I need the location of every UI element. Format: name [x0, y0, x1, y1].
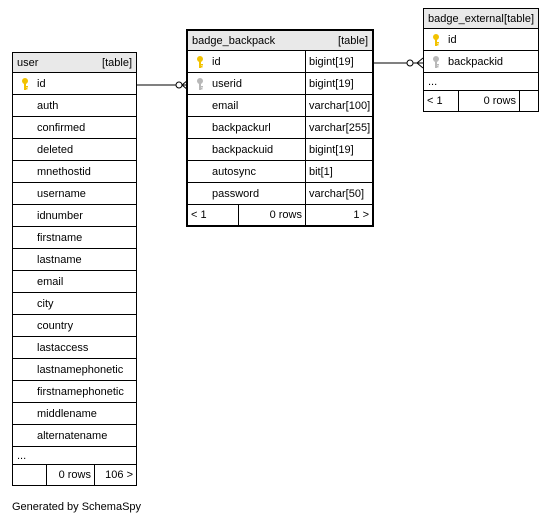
column-name-cell — [13, 183, 136, 204]
column-name-cell — [13, 293, 136, 314]
column-row[interactable] — [424, 29, 538, 51]
row-count: 0 rows — [238, 205, 305, 225]
column-row[interactable] — [13, 161, 136, 183]
column-name: auth — [37, 99, 59, 112]
column-name: email — [212, 99, 239, 112]
column-name-cell — [424, 29, 538, 50]
column-name: middlename — [37, 407, 97, 420]
column-name-cell — [13, 205, 136, 226]
column-row[interactable] — [13, 359, 136, 381]
table-user[interactable] — [12, 52, 137, 486]
column-row[interactable] — [13, 95, 136, 117]
column-name-cell — [13, 425, 136, 446]
table-name: user — [17, 56, 39, 69]
column-name: deleted — [37, 143, 74, 156]
column-row[interactable] — [13, 227, 136, 249]
table-badge-backpack[interactable] — [186, 29, 374, 227]
column-name-cell — [188, 51, 305, 72]
column-name-cell — [13, 359, 136, 380]
column-row[interactable] — [188, 139, 372, 161]
table-tag: [table] — [338, 34, 368, 47]
column-row[interactable] — [424, 51, 538, 73]
column-type: varchar[255] — [305, 117, 372, 138]
relationship-user-backpack — [137, 80, 188, 90]
column-name: backpackuid — [212, 143, 274, 156]
column-name: id — [448, 33, 457, 46]
column-name-cell — [188, 161, 305, 182]
column-name: id — [37, 77, 46, 90]
primary-key-icon — [428, 34, 444, 46]
column-name-cell — [13, 271, 136, 292]
column-name: autosync — [212, 165, 257, 178]
column-row[interactable] — [188, 183, 372, 205]
column-row[interactable] — [13, 205, 136, 227]
foreign-key-icon — [192, 78, 208, 90]
column-name: id — [212, 55, 221, 68]
primary-key-icon — [192, 56, 208, 68]
parents-count[interactable]: < 1 — [191, 209, 207, 221]
more-columns: ... — [13, 447, 136, 465]
column-name-cell — [188, 183, 305, 204]
foreign-key-icon — [428, 56, 444, 68]
table-name: badge_external — [428, 12, 504, 25]
table-footer — [188, 205, 372, 225]
column-row[interactable] — [13, 183, 136, 205]
column-type: bigint[19] — [305, 51, 372, 72]
parents-count[interactable]: < 1 — [427, 95, 443, 107]
column-row[interactable] — [13, 337, 136, 359]
column-name-cell — [13, 403, 136, 424]
column-name-cell — [188, 73, 305, 94]
column-row[interactable] — [13, 381, 136, 403]
column-name-cell — [13, 337, 136, 358]
column-name-cell — [13, 381, 136, 402]
row-count: 0 rows — [46, 465, 94, 485]
table-name: badge_backpack — [192, 34, 276, 47]
column-name-cell — [13, 161, 136, 182]
column-name: backpackid — [448, 55, 504, 68]
column-type: bigint[19] — [305, 139, 372, 160]
column-name-cell — [13, 227, 136, 248]
primary-key-icon — [17, 78, 33, 90]
column-name-cell — [13, 117, 136, 138]
children-count[interactable]: 1 > — [305, 205, 372, 225]
column-type: varchar[100] — [305, 95, 372, 116]
column-name: city — [37, 297, 54, 310]
column-name: country — [37, 319, 74, 332]
column-row[interactable] — [13, 73, 136, 95]
children-count — [519, 91, 538, 111]
column-name: alternatename — [37, 429, 108, 442]
column-name-cell — [13, 249, 136, 270]
column-name-cell — [13, 95, 136, 116]
parents-count — [13, 465, 46, 485]
column-name: firstnamephonetic — [37, 385, 124, 398]
column-name: idnumber — [37, 209, 83, 222]
column-row[interactable] — [188, 117, 372, 139]
column-row[interactable] — [188, 161, 372, 183]
column-row[interactable] — [13, 271, 136, 293]
column-type: bigint[19] — [305, 73, 372, 94]
column-row[interactable] — [13, 293, 136, 315]
column-name-cell — [13, 315, 136, 336]
column-name: username — [37, 187, 86, 200]
column-name-cell — [424, 51, 538, 72]
column-name: userid — [212, 77, 242, 90]
row-count: 0 rows — [458, 91, 519, 111]
column-name-cell — [13, 139, 136, 160]
column-type: bit[1] — [305, 161, 372, 182]
column-row[interactable] — [188, 95, 372, 117]
column-name-cell — [188, 95, 305, 116]
column-name: firstname — [37, 231, 83, 244]
column-row[interactable] — [188, 73, 372, 95]
column-name-cell — [188, 117, 305, 138]
table-badge-external[interactable] — [423, 8, 539, 112]
column-name: password — [212, 187, 260, 200]
column-row[interactable] — [13, 139, 136, 161]
column-name: email — [37, 275, 64, 288]
table-header[interactable] — [13, 53, 136, 73]
column-row[interactable] — [13, 249, 136, 271]
table-tag: [table] — [504, 12, 534, 25]
generated-by-credit: Generated by SchemaSpy — [12, 501, 142, 513]
table-footer — [424, 91, 538, 111]
column-name: mnethostid — [37, 165, 91, 178]
table-footer — [13, 465, 136, 485]
column-name: backpackurl — [212, 121, 271, 134]
column-type: varchar[50] — [305, 183, 372, 204]
column-name: lastnamephonetic — [37, 363, 124, 376]
relationship-backpack-external — [372, 58, 423, 68]
more-columns: ... — [424, 73, 538, 91]
table-header[interactable] — [188, 31, 372, 51]
column-name: lastaccess — [37, 341, 89, 354]
column-name: confirmed — [37, 121, 86, 134]
column-row[interactable] — [13, 425, 136, 447]
column-row[interactable] — [13, 403, 136, 425]
table-tag: [table] — [102, 56, 132, 69]
column-row[interactable] — [13, 315, 136, 337]
children-count[interactable]: 106 > — [94, 465, 136, 485]
column-row[interactable] — [13, 117, 136, 139]
column-name: lastname — [37, 253, 82, 266]
column-name-cell — [188, 139, 305, 160]
column-row[interactable] — [188, 51, 372, 73]
column-name-cell — [13, 73, 136, 94]
table-header[interactable] — [424, 9, 538, 29]
